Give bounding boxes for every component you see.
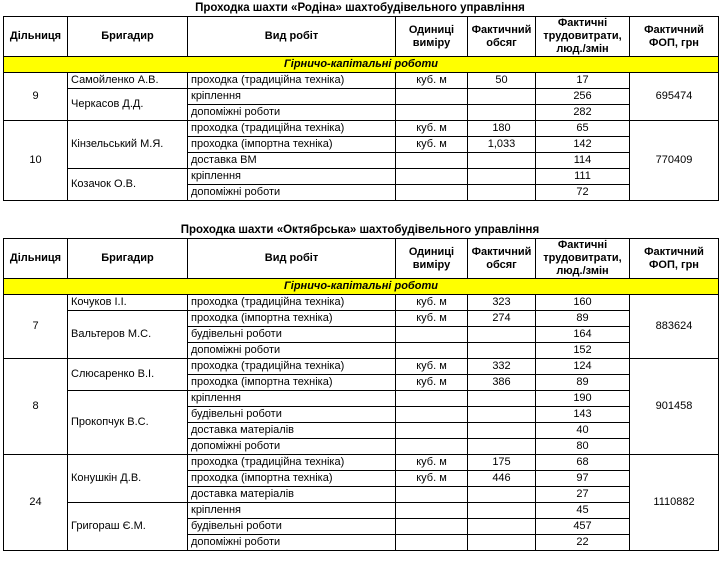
volume-cell: 274 [468,311,536,327]
volume-cell [468,487,536,503]
table-row [4,89,719,105]
work-type-cell: доставка ВМ [188,153,396,169]
work-type-cell: кріплення [188,391,396,407]
work-type-cell: проходка (традиційна техніка) [188,295,396,311]
unit-cell [396,519,468,535]
fop-cell: 770409 [630,121,719,201]
work-type-cell: проходка (імпортна техніка) [188,137,396,153]
volume-cell [468,327,536,343]
labor-cell: 27 [536,487,630,503]
labor-cell: 114 [536,153,630,169]
foreman-cell: Вальтеров М.С. [68,311,188,359]
column-header: Фактичний ФОП, грн [630,17,719,57]
table-row [4,73,719,89]
section-row [4,57,719,73]
labor-cell: 22 [536,535,630,551]
column-header: Бригадир [68,239,188,279]
unit-cell [396,185,468,201]
column-header: Одиниці виміру [396,17,468,57]
unit-cell: куб. м [396,137,468,153]
work-type-cell: допоміжні роботи [188,535,396,551]
site-cell: 10 [4,121,68,201]
unit-cell [396,439,468,455]
site-cell: 9 [4,73,68,121]
foreman-cell: Козачок О.В. [68,169,188,201]
work-type-cell: проходка (традиційна техніка) [188,359,396,375]
site-cell: 7 [4,295,68,359]
column-header: Вид робіт [188,17,396,57]
unit-cell [396,503,468,519]
labor-cell: 124 [536,359,630,375]
unit-cell: куб. м [396,375,468,391]
foreman-cell: Черкасов Д.Д. [68,89,188,121]
volume-cell [468,391,536,407]
unit-cell: куб. м [396,359,468,375]
volume-cell: 1,033 [468,137,536,153]
volume-cell [468,89,536,105]
volume-cell: 323 [468,295,536,311]
work-type-cell: кріплення [188,89,396,105]
labor-cell: 40 [536,423,630,439]
unit-cell [396,391,468,407]
work-type-cell: проходка (традиційна техніка) [188,455,396,471]
volume-cell: 332 [468,359,536,375]
volume-cell [468,439,536,455]
work-type-cell: допоміжні роботи [188,105,396,121]
column-header: Дільниця [4,239,68,279]
labor-cell: 72 [536,185,630,201]
labor-cell: 282 [536,105,630,121]
foreman-cell: Григораш Є.М. [68,503,188,551]
unit-cell [396,89,468,105]
column-header: Дільниця [4,17,68,57]
site-cell: 24 [4,455,68,551]
table-row [4,455,719,471]
work-type-cell: доставка матеріалів [188,487,396,503]
work-type-cell: допоміжні роботи [188,185,396,201]
volume-cell [468,105,536,121]
unit-cell [396,105,468,121]
volume-cell: 180 [468,121,536,137]
column-header: Одиниці виміру [396,239,468,279]
unit-cell [396,423,468,439]
labor-cell: 89 [536,311,630,327]
work-type-cell: проходка (імпортна техніка) [188,375,396,391]
unit-cell [396,487,468,503]
column-header: Фактичні трудовитрати, люд./змін [536,239,630,279]
table-row [4,169,719,185]
work-type-cell: будівельні роботи [188,407,396,423]
work-type-cell: проходка (традиційна техніка) [188,121,396,137]
volume-cell [468,519,536,535]
table-row [4,359,719,375]
header-row [4,17,719,57]
table-block [0,0,720,201]
table-block [0,222,720,551]
work-type-cell: проходка (імпортна техніка) [188,311,396,327]
unit-cell [396,343,468,359]
labor-cell: 111 [536,169,630,185]
labor-cell: 190 [536,391,630,407]
foreman-cell: Слюсаренко В.І. [68,359,188,391]
section-row [4,279,719,295]
labor-cell: 68 [536,455,630,471]
column-header: Фактичний обсяг [468,17,536,57]
unit-cell [396,327,468,343]
labor-cell: 17 [536,73,630,89]
volume-cell [468,535,536,551]
table-title: Проходка шахти «Октябрська» шахтобудівельного управління [180,224,540,236]
unit-cell: куб. м [396,121,468,137]
column-header: Фактичний обсяг [468,239,536,279]
section-label: Гірничо-капітальні роботи [4,279,719,295]
unit-cell [396,407,468,423]
unit-cell [396,153,468,169]
unit-cell: куб. м [396,455,468,471]
work-type-cell: доставка матеріалів [188,423,396,439]
labor-cell: 45 [536,503,630,519]
header-row [4,239,719,279]
unit-cell: куб. м [396,295,468,311]
labor-cell: 152 [536,343,630,359]
table-row [4,503,719,519]
work-type-cell: допоміжні роботи [188,343,396,359]
work-type-cell: кріплення [188,503,396,519]
column-header: Бригадир [68,17,188,57]
labor-cell: 143 [536,407,630,423]
volume-cell [468,423,536,439]
labor-cell: 97 [536,471,630,487]
foreman-cell: Прокопчук В.С. [68,391,188,455]
unit-cell [396,169,468,185]
volume-cell: 386 [468,375,536,391]
volume-cell: 175 [468,455,536,471]
table-row [4,121,719,137]
labor-cell: 256 [536,89,630,105]
work-type-cell: кріплення [188,169,396,185]
work-type-cell: допоміжні роботи [188,439,396,455]
table-title: Проходка шахти «Родіна» шахтобудівельного управління [195,2,525,14]
section-label: Гірничо-капітальні роботи [4,57,719,73]
work-type-cell: будівельні роботи [188,519,396,535]
fop-cell: 695474 [630,73,719,121]
table-row [4,295,719,311]
volume-cell [468,503,536,519]
labor-cell: 164 [536,327,630,343]
site-cell: 8 [4,359,68,455]
column-header: Вид робіт [188,239,396,279]
work-type-cell: проходка (імпортна техніка) [188,471,396,487]
labor-cell: 142 [536,137,630,153]
labor-cell: 160 [536,295,630,311]
foreman-cell: Самойленко А.В. [68,73,188,89]
fop-cell: 901458 [630,359,719,455]
fop-cell: 883624 [630,295,719,359]
table-row [4,311,719,327]
column-header: Фактичний ФОП, грн [630,239,719,279]
unit-cell: куб. м [396,73,468,89]
labor-cell: 457 [536,519,630,535]
volume-cell [468,169,536,185]
foreman-cell: Кочуков І.І. [68,295,188,311]
work-table [3,238,719,551]
work-table [3,16,719,201]
work-type-cell: проходка (традиційна техніка) [188,73,396,89]
volume-cell [468,407,536,423]
volume-cell [468,343,536,359]
volume-cell [468,185,536,201]
labor-cell: 89 [536,375,630,391]
foreman-cell: Конушкін Д.В. [68,455,188,503]
unit-cell: куб. м [396,311,468,327]
column-header: Фактичні трудовитрати, люд./змін [536,17,630,57]
labor-cell: 80 [536,439,630,455]
labor-cell: 65 [536,121,630,137]
fop-cell: 1110882 [630,455,719,551]
unit-cell [396,535,468,551]
unit-cell: куб. м [396,471,468,487]
volume-cell: 50 [468,73,536,89]
table-row [4,391,719,407]
foreman-cell: Кінзельський М.Я. [68,121,188,169]
volume-cell [468,153,536,169]
volume-cell: 446 [468,471,536,487]
work-type-cell: будівельні роботи [188,327,396,343]
